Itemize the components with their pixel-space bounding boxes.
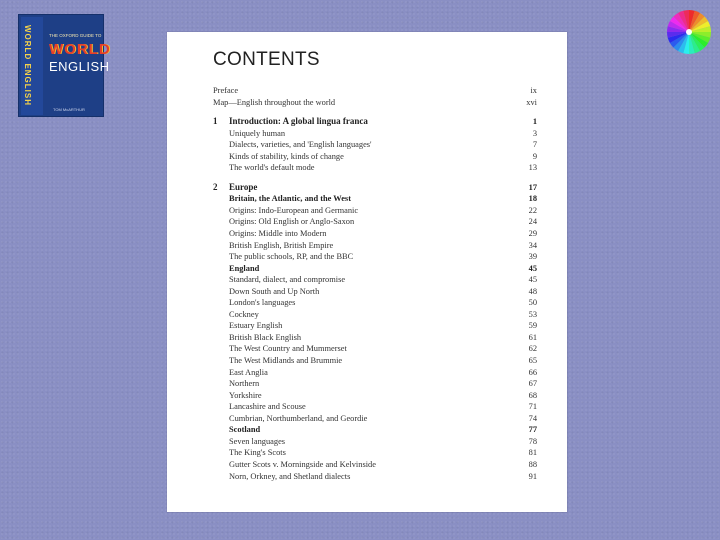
toc-entry-label: Standard, dialect, and compromise [229, 275, 346, 285]
toc-entry-row [213, 297, 537, 309]
toc-entry-label: Gutter Scots v. Morningside and Kelvinside [229, 459, 376, 469]
toc-entry-row [213, 447, 537, 459]
toc-entry-row [213, 228, 537, 240]
toc-entry-row [213, 216, 537, 228]
toc-page-number: 18 [528, 194, 537, 204]
toc-entry-label: Estuary English [229, 321, 283, 331]
toc-page-number: 45 [528, 275, 537, 285]
toc-section-row [213, 263, 537, 275]
toc-page-number: 22 [528, 205, 537, 215]
toc-entry-label: Origins: Old English or Anglo-Saxon [229, 217, 355, 227]
table-of-contents [213, 85, 537, 482]
toc-entry-row [213, 436, 537, 448]
toc-chapter-row [213, 182, 537, 194]
toc-entry-row [213, 390, 537, 402]
toc-page-number: 53 [528, 309, 537, 319]
toc-entry-row [213, 205, 537, 217]
toc-page-number: 34 [528, 240, 537, 250]
toc-entry-row [213, 459, 537, 471]
toc-page-number: 61 [528, 332, 537, 342]
toc-page-number: 9 [532, 151, 537, 161]
toc-entry-row [213, 309, 537, 321]
toc-entry-row [213, 251, 537, 263]
toc-page-number: 81 [528, 448, 537, 458]
toc-page-number: 7 [532, 140, 537, 150]
toc-page-number: 65 [528, 356, 537, 366]
toc-page-number: 68 [528, 390, 537, 400]
toc-entry-label: Kinds of stability, kinds of change [229, 151, 344, 161]
toc-page-number: 62 [528, 344, 537, 354]
toc-section-row [213, 193, 537, 205]
toc-entry-row [213, 343, 537, 355]
toc-front-matter-row [213, 97, 537, 109]
toc-entry-label: East Anglia [229, 367, 268, 377]
toc-entry-label: Cumbrian, Northumberland, and Geordie [229, 413, 368, 423]
toc-entry-label: British Black English [229, 332, 302, 342]
toc-entry-label: England [229, 263, 260, 273]
toc-page-number: 66 [528, 367, 537, 377]
color-wheel-icon [666, 9, 712, 55]
toc-front-matter-row [213, 85, 537, 97]
toc-entry-label: The public schools, RP, and the BBC [229, 252, 354, 262]
toc-entry-label: Scotland [229, 425, 261, 435]
book-title-world: WORLD [49, 41, 111, 58]
section-gap [213, 108, 537, 116]
toc-entry-row [213, 286, 537, 298]
toc-page-number: ix [530, 86, 537, 95]
toc-entry-row [213, 471, 537, 483]
book-spine-text: WORLD ENGLISH [23, 25, 32, 106]
toc-entry-row [213, 162, 537, 174]
toc-page-number: 74 [528, 413, 537, 423]
toc-page-number: 59 [528, 321, 537, 331]
toc-entry-label: The King's Scots [229, 448, 286, 458]
toc-entry-label: London's languages [229, 298, 296, 308]
contents-page [167, 32, 567, 512]
toc-page-number: 48 [528, 286, 537, 296]
toc-entry-row [213, 128, 537, 140]
toc-entry-label: Britain, the Atlantic, and the West [229, 194, 351, 204]
toc-entry-label: Northern [229, 379, 260, 389]
toc-page-number: 39 [528, 252, 537, 262]
toc-entry-label: Dialects, varieties, and 'English languages' [229, 140, 372, 150]
book-spine [21, 17, 43, 115]
toc-chapter-row [213, 116, 537, 128]
toc-page-number: 71 [528, 402, 537, 412]
toc-entry-label: The West Midlands and Brummie [229, 356, 343, 366]
toc-page-number: 78 [528, 436, 537, 446]
toc-entry-row [213, 139, 537, 151]
toc-page-number: 50 [528, 298, 537, 308]
toc-entry-label: British English, British Empire [229, 240, 334, 250]
toc-page-number: 77 [528, 425, 537, 435]
toc-entry-label: The world's default mode [229, 163, 315, 173]
toc-section-row [213, 424, 537, 436]
toc-page-number: 24 [528, 217, 537, 227]
toc-entry-row [213, 413, 537, 425]
book-author: TOM McARTHUR [53, 107, 85, 112]
toc-entry-label: Lancashire and Scouse [229, 402, 306, 412]
toc-entry-row [213, 401, 537, 413]
toc-page-number: 45 [528, 263, 537, 273]
toc-page-number: 91 [528, 471, 537, 481]
toc-page-number: 1 [532, 117, 537, 127]
toc-entry-label: Origins: Middle into Modern [229, 229, 327, 239]
toc-page-number: 17 [528, 182, 537, 192]
toc-entry-label: Cockney [229, 309, 259, 319]
section-gap [213, 174, 537, 182]
toc-entry-row [213, 367, 537, 379]
toc-entry-label: Seven languages [229, 436, 286, 446]
toc-entry-label: Norn, Orkney, and Shetland dialects [229, 471, 351, 481]
toc-entry-row [213, 240, 537, 252]
toc-entry-row [213, 378, 537, 390]
toc-entry-label: Introduction: A global lingua franca [229, 116, 368, 127]
toc-entry-label: Uniquely human [229, 128, 286, 138]
book-cover-image [18, 14, 111, 117]
toc-entry-label: The West Country and Mummerset [229, 344, 347, 354]
toc-entry-label: Preface [213, 86, 239, 95]
toc-page-number: 3 [532, 128, 537, 138]
toc-entry-row [213, 274, 537, 286]
book-title-english: ENGLISH [49, 59, 110, 74]
toc-entry-label: Origins: Indo-European and Germanic [229, 205, 359, 215]
toc-page-number: 67 [528, 379, 537, 389]
page-title: CONTENTS [213, 49, 320, 70]
toc-entry-row [213, 151, 537, 163]
toc-page-number: 88 [528, 459, 537, 469]
toc-page-number: 29 [528, 229, 537, 239]
toc-page-number: xvi [526, 97, 537, 107]
toc-entry-row [213, 332, 537, 344]
toc-entry-label: Down South and Up North [229, 286, 320, 296]
book-publisher-line: THE OXFORD GUIDE TO [49, 33, 102, 38]
chapter-number: 1 [213, 116, 218, 127]
toc-entry-label: Map—English throughout the world [213, 97, 336, 107]
toc-entry-label: Europe [229, 181, 258, 192]
toc-entry-label: Yorkshire [229, 390, 262, 400]
toc-entry-row [213, 320, 537, 332]
toc-page-number: 13 [528, 163, 537, 173]
toc-entry-row [213, 355, 537, 367]
chapter-number: 2 [213, 181, 218, 192]
